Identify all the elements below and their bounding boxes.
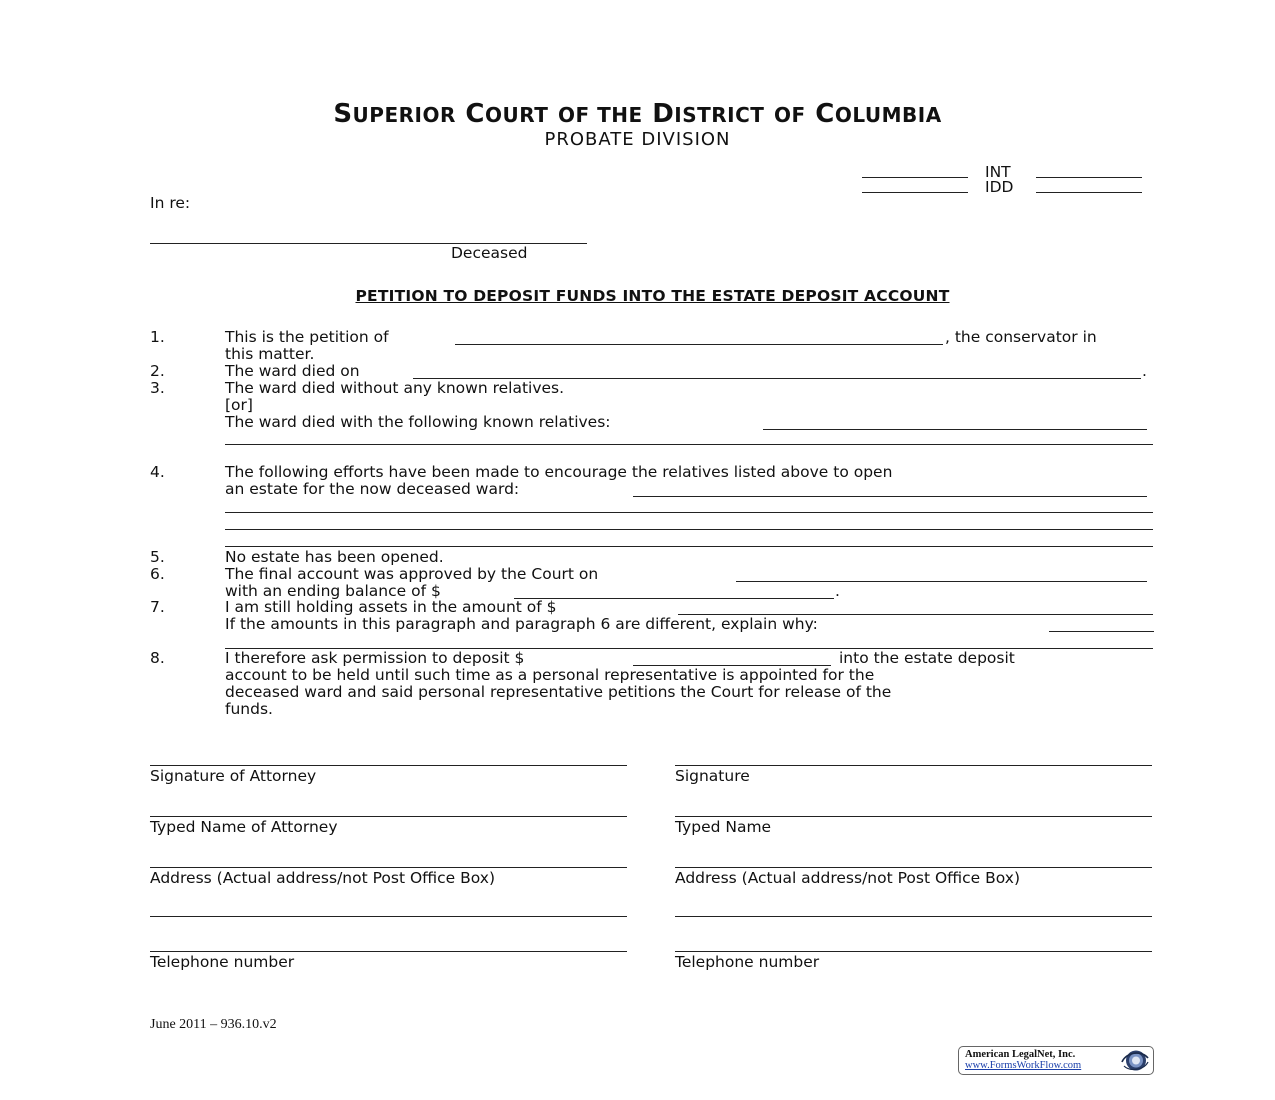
- p2-text: The ward died on: [225, 362, 360, 380]
- p4-text-line2: an estate for the now deceased ward:: [225, 480, 520, 498]
- court-title: SUPERIOR COURT OF THE DISTRICT OF COLUMBIA: [333, 99, 942, 129]
- attorney-typed-name-field[interactable]: [150, 816, 627, 817]
- p5-text: No estate has been opened.: [225, 548, 444, 566]
- form-code: June 2011 – 936.10.v2: [150, 1017, 277, 1032]
- petitioner-address-field-2[interactable]: [675, 916, 1152, 917]
- p5-number: 5.: [150, 548, 165, 566]
- petitioner-signature-field[interactable]: [675, 765, 1152, 766]
- efforts-field-1[interactable]: [633, 496, 1147, 497]
- petitioner-telephone-label: Telephone number: [675, 953, 820, 971]
- p1-text: This is the petition of: [225, 328, 389, 346]
- petitioner-typed-name-field[interactable]: [675, 816, 1152, 817]
- p1-text-cont: , the conservator in: [945, 328, 1097, 346]
- division-title: PROBATE DIVISION: [544, 129, 731, 150]
- p8-text: I therefore ask permission to deposit $: [225, 649, 525, 667]
- petitioner-name-field[interactable]: [455, 344, 943, 345]
- p3-text: The ward died without any known relatives.: [225, 379, 565, 397]
- approval-date-field[interactable]: [736, 581, 1147, 582]
- attorney-signature-label: Signature of Attorney: [150, 767, 317, 785]
- petition-title: PETITION TO DEPOSIT FUNDS INTO THE ESTATE DEPOSIT ACCOUNT: [355, 287, 950, 305]
- attorney-address-label: Address (Actual address/not Post Office Box): [150, 869, 496, 887]
- p8-number: 8.: [150, 649, 165, 667]
- relatives-field-2[interactable]: [225, 444, 1153, 445]
- deceased-label: Deceased: [451, 244, 528, 262]
- idd-prefix-field[interactable]: [862, 192, 968, 193]
- logo-company-name: American LegalNet, Inc.: [965, 1049, 1076, 1060]
- attorney-signature-field[interactable]: [150, 765, 627, 766]
- attorney-telephone-label: Telephone number: [150, 953, 295, 971]
- attorney-address-field[interactable]: [150, 867, 627, 868]
- petitioner-typed-name-label: Typed Name: [675, 818, 772, 836]
- ending-balance-field[interactable]: [514, 598, 834, 599]
- attorney-address-field-2[interactable]: [150, 916, 627, 917]
- int-label: INT: [985, 163, 1011, 181]
- p8-text-line2: account to be held until such time as a personal representative is appointed for the: [225, 666, 875, 684]
- p6-number: 6.: [150, 565, 165, 583]
- efforts-field-2[interactable]: [225, 512, 1153, 513]
- p8-text-cont: into the estate deposit: [839, 649, 1015, 667]
- p7-text: I am still holding assets in the amount of $: [225, 598, 557, 616]
- p1-text-line2: this matter.: [225, 345, 315, 363]
- p4-text: The following efforts have been made to encourage the relatives listed above to open: [225, 463, 893, 481]
- p6-text: The final account was approved by the Court on: [225, 565, 599, 583]
- petitioner-telephone-field[interactable]: [675, 951, 1152, 952]
- efforts-field-4[interactable]: [225, 546, 1153, 547]
- in-re-label: In re:: [150, 194, 191, 212]
- p4-number: 4.: [150, 463, 165, 481]
- p2-period: .: [1142, 362, 1147, 380]
- logo-url-link[interactable]: www.FormsWorkFlow.com: [965, 1060, 1082, 1071]
- petitioner-signature-label: Signature: [675, 767, 750, 785]
- p7-text-line2: If the amounts in this paragraph and paragraph 6 are different, explain why:: [225, 615, 818, 633]
- attorney-telephone-field[interactable]: [150, 951, 627, 952]
- int-prefix-field[interactable]: [862, 177, 968, 178]
- p6-text-line2: with an ending balance of $: [225, 582, 441, 600]
- p7-number: 7.: [150, 598, 165, 616]
- p8-text-line4: funds.: [225, 700, 273, 718]
- p2-number: 2.: [150, 362, 165, 380]
- attorney-typed-name-label: Typed Name of Attorney: [150, 818, 338, 836]
- idd-number-field[interactable]: [1036, 192, 1142, 193]
- globe-swirl-icon: [1118, 1048, 1150, 1073]
- p6-period: .: [835, 582, 840, 600]
- petitioner-address-label: Address (Actual address/not Post Office Box): [675, 869, 1021, 887]
- relatives-field-1[interactable]: [763, 429, 1147, 430]
- p3-number: 3.: [150, 379, 165, 397]
- efforts-field-3[interactable]: [225, 529, 1153, 530]
- publisher-logo[interactable]: [958, 1046, 1154, 1075]
- p1-number: 1.: [150, 328, 165, 346]
- int-number-field[interactable]: [1036, 177, 1142, 178]
- p8-text-line3: deceased ward and said personal representative petitions the Court for release of the: [225, 683, 892, 701]
- p3-text-alt: The ward died with the following known relatives:: [225, 413, 611, 431]
- explanation-field-1[interactable]: [1049, 631, 1154, 632]
- idd-label: IDD: [985, 178, 1014, 196]
- petitioner-address-field[interactable]: [675, 867, 1152, 868]
- p3-or: [or]: [225, 396, 253, 414]
